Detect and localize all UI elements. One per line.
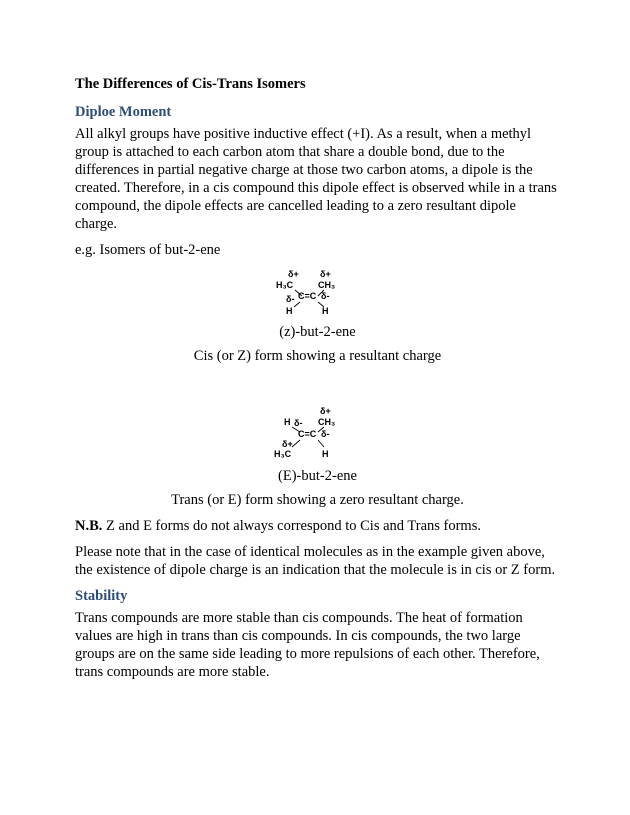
cis-but-2-ene-structure <box>258 267 378 319</box>
paragraph-dipole: All alkyl groups have positive inductive effect (+I). As a result, when a methyl group is attached to each carbon atom that share a double bond, due to the differences in partial negative charge at those two carbon atoms, a dipole is the created. Therefore, in a cis compound this dipole effect is observed while in a trans compound, the dipole effects are cancelled leading to a zero resultant dipole charge. <box>75 126 557 232</box>
trans-h3c: H₃C <box>273 449 291 459</box>
trans-delta-plus-bottom: δ+ <box>281 439 293 449</box>
trans-but-2-ene-structure <box>258 405 378 463</box>
note-paragraph: Please note that in the case of identical molecules as in the example given above, the existence of dipole charge is an indication that the molecule is in cis or Z form. <box>75 544 556 578</box>
trans-h-top: H <box>283 417 290 427</box>
section-heading-dipole: Diploe Moment <box>75 104 172 120</box>
cis-core: C=C <box>297 291 316 301</box>
trans-delta-plus-top: δ+ <box>319 406 331 416</box>
cis-h3c: H₃C <box>275 280 293 290</box>
cis-name: (z)-but-2-ene <box>279 324 356 340</box>
cis-h-right: H <box>321 306 328 316</box>
cis-delta-minus-left: δ- <box>285 294 294 304</box>
trans-name: (E)-but-2-ene <box>278 468 357 484</box>
cis-h-left: H <box>285 306 292 316</box>
nb-text: Z and E forms do not always correspond to Cis and Trans forms. <box>102 518 481 534</box>
nb-paragraph <box>75 517 560 535</box>
cis-delta-plus-right: δ+ <box>319 269 331 279</box>
example-intro: e.g. Isomers of but-2-ene <box>75 242 221 258</box>
page-title: The Differences of Cis-Trans Isomers <box>75 76 306 92</box>
nb-label: N.B. <box>75 518 103 534</box>
trans-core: C=C <box>297 429 316 439</box>
cis-delta-minus-right: δ- <box>320 291 329 301</box>
trans-ch3: CH₃ <box>317 417 335 427</box>
trans-delta-minus-right: δ- <box>320 429 329 439</box>
paragraph-stability: Trans compounds are more stable than cis compounds. The heat of formation values are high in trans than cis compounds. In cis compounds, the two large groups are on the same side leading to more repulsions of each other. Therefore, trans compounds are more stable. <box>75 610 540 680</box>
cis-delta-plus-left: δ+ <box>287 269 299 279</box>
section-heading-stability: Stability <box>75 588 128 604</box>
document-page <box>75 75 560 689</box>
trans-h-bottom: H <box>321 449 328 459</box>
trans-delta-minus-top: δ- <box>293 418 302 428</box>
cis-ch3: CH₃ <box>317 280 335 290</box>
trans-description: Trans (or E) form showing a zero resultant charge. <box>171 492 464 508</box>
cis-description: Cis (or Z) form showing a resultant charge <box>193 348 442 364</box>
